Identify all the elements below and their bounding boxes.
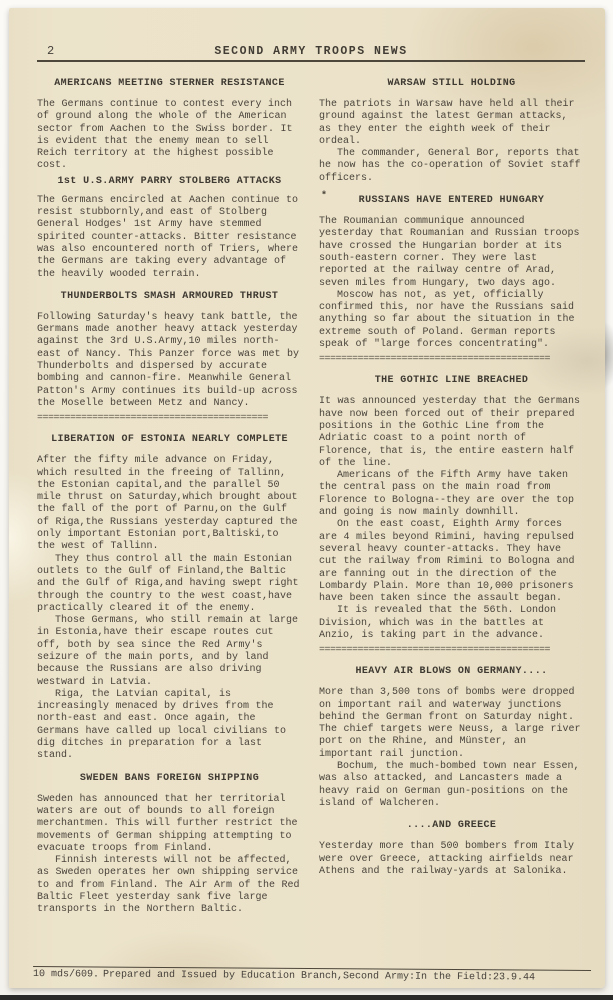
article-heading: AMERICANS MEETING STERNER RESISTANCE bbox=[54, 78, 285, 89]
newspaper-page bbox=[9, 8, 605, 988]
article-paragraph: Riga, the Latvian capital, is increasingly menaced by drives from the north-east and east. Once again, the Germans have called up local civilians to dig ditches in preparation for a last stand. bbox=[37, 688, 287, 762]
article-heading: ....AND GREECE bbox=[406, 820, 497, 832]
masthead-title: SECOND ARMY TROOPS NEWS bbox=[214, 45, 408, 58]
article-heading: THUNDERBOLTS SMASH ARMOURED THRUST bbox=[60, 290, 279, 302]
article-paragraph: Finnish interests will not be affected, as Sweden operates her own shipping service to and from Finland. The Air Arm of the Red Baltic Fleet yesterday sank five large transports in the Northern Baltic. bbox=[37, 855, 300, 916]
footer-imprint: Prepared and Issued by Education Branch,Second Army:In the Field:23.9.44 bbox=[102, 969, 536, 984]
article-paragraph: Sweden has announced that her territorial waters are out of bounds to all foreign merchantmen. This will further restrict the movements of German shipping attempting to evacuate troops from Finland. bbox=[37, 793, 298, 854]
article-paragraph: It is revealed that the 56th. London Division, which was in the battles at Anzio, is taking part in the advance. bbox=[319, 605, 557, 641]
article-paragraph: The Germans continue to contest every inch of ground along the whole of the American sector from Aachen to the Swiss border. It is evident that the enemy mean to sell Reich territory at the highest possible cost. bbox=[37, 99, 293, 172]
typed-separator-rule: ========================================== bbox=[319, 354, 551, 366]
article-paragraph: The Germans encircled at Aachen continue to resist stubbornly,and east of Stolberg General Hodges' 1st Army have stemmed spirited counter-attacks. Bitter resistance was also encountered north of Triers, where the Germans are taking every advantage of the heavily wooded terrain. bbox=[37, 194, 299, 280]
page-header bbox=[37, 38, 585, 62]
photo-edge bbox=[0, 995, 613, 1000]
article-heading: RUSSIANS HAVE ENTERED HUNGARY * bbox=[321, 191, 545, 207]
article-paragraph: The patriots in Warsaw have held all their ground against the latest German attacks, as they enter the eighth week of their ordeal. bbox=[319, 99, 575, 147]
article-heading: 1st U.S.ARMY PARRY STOLBERG ATTACKS bbox=[57, 175, 282, 187]
footer-reference: 10 mds/609. bbox=[32, 969, 100, 981]
article-paragraph: Following Saturday's heavy tank battle, the Germans made another heavy attack yesterday against the 3rd U.S.Army,10 miles north-east of Nancy. This Panzer force was met by Thunderbolts and dispersed by accurate bombing and cannon-fire. Meanwhile General Patton's Army continues its build-up across the Moselle between Metz and Nancy. bbox=[37, 311, 300, 409]
article-heading: THE GOTHIC LINE BREACHED bbox=[374, 375, 529, 387]
article-paragraph: It was announced yesterday that the Germans have now been forced out of their prepared positions in the Gothic Line from the Adriatic coast to a point north of Florence, that is, the entire eastern half of the line. bbox=[319, 396, 581, 469]
article-paragraph: Yesterday more than 500 bombers from Italy were over Greece, attacking airfields near Athens and the railway-yards at Salonika. bbox=[319, 841, 575, 877]
typed-separator-rule: ========================================== bbox=[319, 645, 551, 657]
article-heading: SWEDEN BANS FOREIGN SHIPPING bbox=[79, 772, 260, 784]
article-heading: HEAVY AIR BLOWS ON GERMANY.... bbox=[355, 666, 548, 678]
right-column bbox=[319, 68, 584, 954]
article-paragraph: Americans of the Fifth Army have taken the central pass on the main road from Florence to Bologna--they are over the top and going is now mainly downhill. bbox=[319, 470, 575, 519]
article-paragraph: After the fifty mile advance on Friday, which resulted in the freeing of Tallinn, the Estonian capital,and the parallel 50 mile thrust on Saturday,which brought about the fall of the port of Parnu,on the Gulf of Riga,the Russians yesterday captured the only important Estonian port,Baltiski,to the west of Tallinn. bbox=[37, 455, 298, 553]
stray-typed-mark: * bbox=[321, 191, 328, 203]
article-paragraph: On the east coast, Eighth Army forces are 4 miles beyond Rimini, having repulsed several heavy counter-attacks. They have cut the railway from Rimini to Bologna and are fanning out in the direction of the Lombardy Plain. More than 10,000 prisoners have been taken since the assault began. bbox=[319, 519, 575, 605]
article-paragraph: Moscow has not, as yet, officially confirmed this, nor have the Russians said anything so far about the situation in the extreme south of Poland. German reports speak of "large forces concentrating". bbox=[319, 289, 575, 351]
article-paragraph: They thus control all the main Estonian outlets to the Gulf of Finland,the Baltic and the Gulf of Riga,and having swept right through the country to the west coast,have practically cleared it of the enemy. bbox=[37, 553, 299, 614]
page-footer bbox=[33, 966, 591, 984]
left-column bbox=[37, 68, 302, 954]
article-paragraph: The Roumanian communique announced yesterday that Roumanian and Russian troops have crossed the Hungarian border at its south-eastern corner. They were last reported at the railway centre of Arad, seven miles from Hungary, two days ago. bbox=[319, 216, 580, 289]
article-paragraph: The commander, General Bor, reports that he now has the co-operation of Soviet staff officers. bbox=[319, 148, 581, 184]
page-number: 2 bbox=[47, 44, 56, 58]
article-columns bbox=[37, 64, 585, 954]
article-paragraph: More than 3,500 tons of bombs were dropped on important rail and waterway junctions behind the German front on Saturday night. The chief targets were Neuss, a large river port on the Rhine, and Münster, an important rail junction. bbox=[319, 687, 581, 760]
article-paragraph: Bochum, the much-bombed town near Essen, was also attacked, and Lancasters made a heavy raid on German gun-positions on the island of Walcheren. bbox=[319, 761, 580, 809]
article-heading: LIBERATION OF ESTONIA NEARLY COMPLETE bbox=[51, 434, 288, 446]
typed-separator-rule: ========================================== bbox=[37, 413, 269, 425]
article-heading: WARSAW STILL HOLDING bbox=[387, 78, 516, 89]
article-paragraph: Those Germans, who still remain at large in Estonia,have their escape routes cut off, both by sea since the Red Army's seizure of the main ports, and by land because the Russians are also driving westward in Latvia. bbox=[37, 615, 299, 688]
